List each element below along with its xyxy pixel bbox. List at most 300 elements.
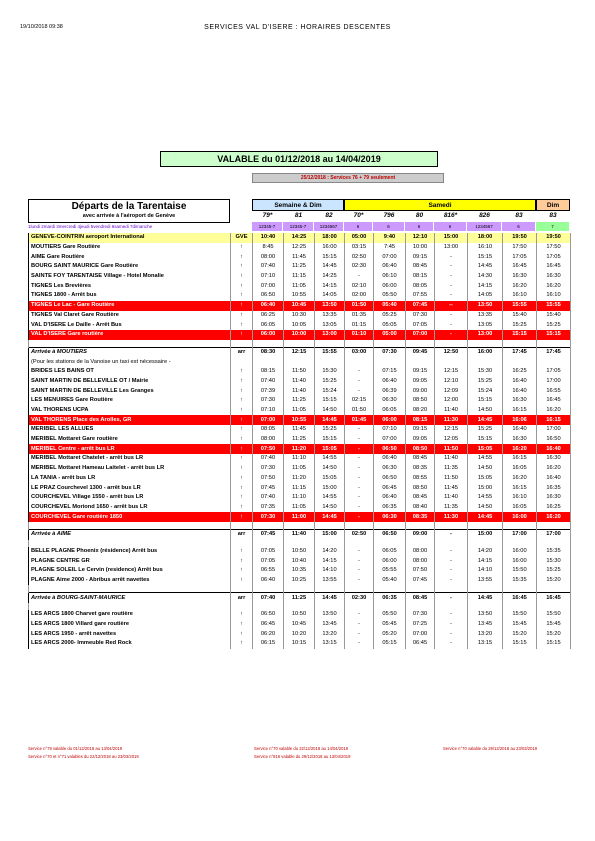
departure-time: 07:05 (253, 556, 284, 566)
departure-time: 17:00 (537, 529, 571, 539)
spacer-cell (435, 540, 468, 547)
table-row (29, 540, 571, 547)
departure-time: - (345, 639, 374, 649)
departure-time: 15:25 (503, 320, 537, 330)
departure-time: 11:10 (284, 493, 315, 503)
departure-time: 16:25 (537, 503, 571, 513)
departure-time: 15:00 (435, 233, 468, 243)
spacer-cell (374, 340, 406, 348)
departure-time: 12:15 (284, 347, 315, 357)
table-row (29, 435, 571, 445)
departure-time: 10:05 (284, 320, 315, 330)
departure-time: 16:00 (468, 347, 503, 357)
departure-time: - (345, 474, 374, 484)
departure-time: 06:40 (253, 576, 284, 586)
departure-time: - (345, 493, 374, 503)
departure-time: 14:45 (468, 593, 503, 603)
table-row (29, 454, 571, 464)
departure-time: - (435, 320, 468, 330)
departure-time: 16:05 (503, 503, 537, 513)
spacer-cell (435, 522, 468, 530)
direction-mark: ↑ (231, 576, 253, 586)
table-row (29, 503, 571, 513)
departure-time: 01:45 (345, 415, 374, 425)
spacer-cell (468, 522, 503, 530)
departure-time: 11:05 (284, 503, 315, 513)
departure-time: - (435, 556, 468, 566)
departure-time: - (345, 483, 374, 493)
departure-time: 08:00 (406, 547, 435, 557)
departure-time: 11:45 (284, 252, 315, 262)
departure-time: 15:25 (468, 425, 503, 435)
service-number: 79* (262, 212, 273, 219)
spacer-cell (374, 585, 406, 593)
departure-time: 10:35 (284, 566, 315, 576)
departure-time: 10:25 (284, 576, 315, 586)
departure-time: 15:00 (315, 483, 345, 493)
departure-time: 14:15 (315, 281, 345, 291)
departure-time: 14:45 (315, 512, 345, 522)
spacer-cell (284, 340, 315, 348)
departure-time: 11:05 (284, 464, 315, 474)
departure-time: 06:00 (374, 556, 406, 566)
departure-time: - (345, 547, 374, 557)
spacer-cell (468, 603, 503, 610)
departure-time: 15:15 (468, 435, 503, 445)
stop-name: BRIDES LES BAINS OT (29, 367, 231, 377)
departure-time: 12:10 (435, 377, 468, 387)
direction-mark: ↑ (231, 386, 253, 396)
departure-time: 10:55 (284, 291, 315, 301)
stop-name: MERIBEL Mottaret Gare routière (29, 435, 231, 445)
departure-time: 14:25 (315, 272, 345, 282)
validity-banner: VALABLE du 01/12/2018 au 14/04/2019 (160, 151, 438, 167)
departure-time: 07:30 (253, 464, 284, 474)
departure-time: - (435, 529, 468, 539)
departure-time: 13:45 (315, 620, 345, 630)
departure-time: 15:40 (537, 311, 571, 321)
spacer-cell (253, 540, 284, 547)
departure-time: 15:15 (315, 396, 345, 406)
departure-time: 15:25 (537, 320, 571, 330)
departure-time: 16:15 (503, 454, 537, 464)
departure-time: 08:00 (253, 435, 284, 445)
departure-time: 10:40 (253, 233, 284, 243)
stop-name: LE PRAZ Courchevel 1300 - arrêt bus LR (29, 483, 231, 493)
direction-mark: ↑ (231, 252, 253, 262)
service-number: 816* (443, 212, 458, 219)
service-number: 70* (353, 212, 364, 219)
departure-time: 16:25 (503, 367, 537, 377)
departure-time: 15:55 (315, 347, 345, 357)
departure-time: 15:15 (537, 330, 571, 340)
departure-time: 15:24 (468, 386, 503, 396)
table-row (29, 357, 571, 367)
departure-time: - (345, 377, 374, 387)
spacer-cell (468, 340, 503, 348)
departure-time: 01:10 (345, 330, 374, 340)
departure-time: 11:50 (284, 367, 315, 377)
direction-mark: ↑ (231, 243, 253, 253)
departure-time: 15:50 (537, 610, 571, 620)
departure-time: 15:35 (537, 547, 571, 557)
departure-time: 13:20 (315, 629, 345, 639)
departure-time: 16:40 (537, 474, 571, 484)
departure-time: 10:00 (284, 330, 315, 340)
departure-time: 06:55 (253, 566, 284, 576)
departure-time: 07:45 (253, 483, 284, 493)
departure-time: 06:30 (374, 396, 406, 406)
stop-name: Arrivée à BOURG-SAINT-MAURICE (29, 593, 231, 603)
spacer-cell (503, 585, 537, 593)
departure-time: 13:05 (468, 320, 503, 330)
direction-mark: ↑ (231, 367, 253, 377)
service-number: 83 (549, 212, 557, 219)
christmas-notice: 25/12/2018 : Services 76 + 79 seulement (252, 173, 444, 183)
spacer-cell (374, 603, 406, 610)
spacer-cell (284, 603, 315, 610)
day-code: 6 (344, 222, 372, 231)
stop-name: COURCHEVEL Moriond 1650 - arrêt bus LR (29, 503, 231, 513)
direction-mark: ↑ (231, 320, 253, 330)
table-row (29, 444, 571, 454)
direction-mark: ↑ (231, 272, 253, 282)
departure-time: 08:45 (406, 493, 435, 503)
departure-time: 11:00 (284, 512, 315, 522)
table-row (29, 291, 571, 301)
departure-time: 7:45 (374, 243, 406, 253)
departure-time: 16:05 (503, 464, 537, 474)
departure-time: - (435, 610, 468, 620)
spacer-cell (231, 522, 253, 530)
table-row (29, 377, 571, 387)
departure-time: 16:45 (503, 593, 537, 603)
departure-time: 18:00 (468, 233, 503, 243)
departure-time: 15:50 (503, 610, 537, 620)
departure-time: 13:55 (315, 576, 345, 586)
departure-time: 16:00 (503, 547, 537, 557)
table-row (29, 610, 571, 620)
spacer-cell (406, 603, 435, 610)
departure-time: - (435, 639, 468, 649)
departure-time: 11:20 (284, 444, 315, 454)
departure-time: 03:00 (345, 347, 374, 357)
stop-name: LA TANIA - arrêt bus LR (29, 474, 231, 484)
departure-time: 13:20 (468, 629, 503, 639)
departure-time: 14:15 (468, 556, 503, 566)
table-row (29, 529, 571, 539)
departure-time: 08:45 (406, 262, 435, 272)
direction-mark: ↑ (231, 547, 253, 557)
departure-time: 15:15 (315, 252, 345, 262)
direction-mark: ↑ (231, 435, 253, 445)
departure-time: 13:35 (468, 311, 503, 321)
departure-time: 06:50 (374, 529, 406, 539)
departure-time (537, 357, 571, 367)
spacer-cell (315, 340, 345, 348)
departure-time: 06:05 (374, 406, 406, 416)
days-legend: 1lundi 2mardi 3mercredi 4jeudi 5vendredi 6samedi 7dimanche (28, 224, 153, 229)
departure-time: - (345, 503, 374, 513)
direction-mark: ↑ (231, 454, 253, 464)
departure-time: 14:50 (468, 503, 503, 513)
spacer-cell (406, 585, 435, 593)
departure-time: 07:00 (253, 281, 284, 291)
spacer-cell (374, 522, 406, 530)
departure-time: 15:25 (468, 377, 503, 387)
departure-time: 14:45 (468, 262, 503, 272)
departure-time: 07:00 (406, 629, 435, 639)
departure-time: 14:10 (315, 566, 345, 576)
spacer-cell (315, 585, 345, 593)
footnote-3: Service n°70 valable du 29/12/2018 au 23/03/2019 (443, 746, 538, 751)
departure-time: 16:15 (503, 406, 537, 416)
spacer-cell (29, 603, 231, 610)
departure-time: 14:50 (468, 464, 503, 474)
spacer-cell (537, 340, 571, 348)
departure-time: 06:50 (253, 610, 284, 620)
departure-time: 11:40 (284, 529, 315, 539)
departure-time: 11:40 (435, 406, 468, 416)
departure-time: 02:50 (345, 529, 374, 539)
direction-mark: ↑ (231, 620, 253, 630)
departure-time: 15:05 (315, 474, 345, 484)
spacer-cell (345, 522, 374, 530)
spacer-cell (537, 585, 571, 593)
departure-time: 07:45 (406, 301, 435, 311)
departure-time: 06:40 (374, 493, 406, 503)
direction-mark: arr (231, 593, 253, 603)
departure-time: 10:30 (284, 311, 315, 321)
departure-time: -- (435, 301, 468, 311)
departure-time: 08:35 (406, 512, 435, 522)
departure-time: 08:15 (253, 367, 284, 377)
departure-time: 09:15 (406, 252, 435, 262)
service-number: 796 (383, 212, 395, 219)
departure-time: 15:50 (503, 566, 537, 576)
departure-time: 08:45 (406, 454, 435, 464)
departure-time: 17:05 (503, 252, 537, 262)
departure-time: 13:15 (468, 639, 503, 649)
departure-time: 15:30 (315, 367, 345, 377)
departure-time: 14:55 (315, 493, 345, 503)
group-weekday-sunday: Semaine & Dim (252, 199, 344, 211)
departure-time: 15:15 (468, 396, 503, 406)
departure-time: 07:10 (374, 425, 406, 435)
direction-mark: ↑ (231, 330, 253, 340)
departure-time: 11:50 (435, 474, 468, 484)
spacer-cell (253, 585, 284, 593)
departure-time: 16:45 (537, 593, 571, 603)
spacer-cell (253, 603, 284, 610)
stop-name: GENEVE-COINTRIN aeroport International (29, 233, 231, 243)
departure-time: 06:25 (253, 311, 284, 321)
departure-time: - (435, 330, 468, 340)
departure-time: 17:05 (537, 367, 571, 377)
spacer-cell (345, 585, 374, 593)
table-row (29, 262, 571, 272)
departure-time: 08:40 (406, 503, 435, 513)
departure-time: 16:45 (537, 396, 571, 406)
departure-time: 16:55 (537, 386, 571, 396)
day-code: 1234567 (467, 222, 501, 231)
departure-time: 15:15 (315, 435, 345, 445)
departure-time: - (435, 547, 468, 557)
departure-time: 11:40 (435, 454, 468, 464)
departure-time (435, 357, 468, 367)
table-row (29, 425, 571, 435)
departure-time: 09:15 (406, 367, 435, 377)
stop-name: VAL THORENS UCPA (29, 406, 231, 416)
departure-time: 08:15 (406, 415, 435, 425)
departure-time: 17:50 (503, 243, 537, 253)
departure-time: 10:50 (284, 610, 315, 620)
departure-time: 15:20 (537, 576, 571, 586)
departure-time: 12:50 (435, 347, 468, 357)
departure-time: 03:15 (345, 243, 374, 253)
departure-time: 08:50 (406, 396, 435, 406)
departure-time: 05:15 (374, 639, 406, 649)
departure-time: 13:55 (468, 576, 503, 586)
timetable (28, 233, 571, 649)
departure-time: - (435, 281, 468, 291)
departure-time: 16:15 (537, 415, 571, 425)
departure-time: 05:05 (374, 320, 406, 330)
departure-time: 13:50 (315, 301, 345, 311)
departure-time: 13:50 (315, 610, 345, 620)
direction-mark: ↑ (231, 503, 253, 513)
table-row (29, 566, 571, 576)
departure-time: 14:45 (315, 415, 345, 425)
departure-time: - (345, 272, 374, 282)
departure-time: 07:30 (406, 610, 435, 620)
departure-time: 14:05 (468, 291, 503, 301)
departure-time: 08:00 (406, 556, 435, 566)
spacer-cell (29, 585, 231, 593)
spacer-cell (315, 522, 345, 530)
departure-time: 19:50 (503, 233, 537, 243)
departure-time: 14:45 (315, 262, 345, 272)
departure-time: 10:45 (284, 620, 315, 630)
departure-time: - (435, 593, 468, 603)
departure-time: 02:10 (345, 281, 374, 291)
departure-time: 14:50 (315, 503, 345, 513)
departure-time: 07:00 (374, 435, 406, 445)
departure-time: 07:39 (253, 386, 284, 396)
departure-time: 16:20 (503, 444, 537, 454)
service-number: 83 (515, 212, 523, 219)
departure-time: 07:40 (253, 377, 284, 387)
departure-time: 16:45 (503, 262, 537, 272)
table-row (29, 340, 571, 348)
table-row (29, 320, 571, 330)
departure-time: 10:00 (406, 243, 435, 253)
table-row (29, 415, 571, 425)
table-row (29, 547, 571, 557)
departure-time: 13:15 (315, 639, 345, 649)
direction-mark: ↑ (231, 566, 253, 576)
departure-time: 17:00 (537, 425, 571, 435)
departure-time: 15:20 (503, 629, 537, 639)
spacer-cell (435, 340, 468, 348)
departure-time: 11:35 (435, 503, 468, 513)
spacer-cell (253, 340, 284, 348)
table-row (29, 512, 571, 522)
departure-time: 08:05 (253, 425, 284, 435)
departure-time: 12:00 (435, 396, 468, 406)
departure-time: 15:20 (537, 629, 571, 639)
departure-time: 10:40 (284, 556, 315, 566)
departure-time: 18:00 (315, 233, 345, 243)
departure-time: 14:50 (315, 406, 345, 416)
departure-time: 11:30 (435, 512, 468, 522)
departure-time: 06:30 (374, 512, 406, 522)
departure-time: 17:45 (503, 347, 537, 357)
service-number: 80 (415, 212, 424, 219)
departure-time: 11:05 (284, 406, 315, 416)
stop-name: PLAGNE SOLEIL Le Cervin (residence) Arrêt bus (29, 566, 231, 576)
departure-time: 14:55 (468, 454, 503, 464)
departure-time: 16:30 (537, 493, 571, 503)
day-code: 6 (502, 222, 535, 231)
departure-time: 17:50 (537, 243, 571, 253)
direction-mark (231, 357, 253, 367)
departure-time: 16:30 (503, 272, 537, 282)
table-row (29, 639, 571, 649)
departure-time: 14:15 (468, 281, 503, 291)
departure-time: 07:45 (406, 576, 435, 586)
departure-time: - (435, 629, 468, 639)
day-code: 6 (373, 222, 404, 231)
departure-time (374, 357, 406, 367)
departure-time (503, 357, 537, 367)
direction-mark: ↑ (231, 629, 253, 639)
departure-time: 15:35 (503, 576, 537, 586)
departure-time: 15:25 (315, 425, 345, 435)
departure-time: 11:40 (284, 377, 315, 387)
departure-time: 06:50 (253, 291, 284, 301)
departure-time: 07:30 (253, 396, 284, 406)
direction-mark: ↑ (231, 262, 253, 272)
direction-mark: ↑ (231, 291, 253, 301)
direction-mark: ↑ (231, 311, 253, 321)
departure-time: 16:20 (503, 281, 537, 291)
spacer-cell (284, 522, 315, 530)
departure-time: 07:40 (253, 454, 284, 464)
spacer-cell (503, 603, 537, 610)
table-row (29, 522, 571, 530)
departure-time: 16:20 (503, 474, 537, 484)
departure-time: 06:20 (253, 629, 284, 639)
spacer-cell (503, 540, 537, 547)
departure-time: 07:40 (253, 493, 284, 503)
spacer-cell (537, 603, 571, 610)
departure-time: 10:55 (284, 415, 315, 425)
departure-time: 06:00 (374, 415, 406, 425)
departure-time: 09:00 (406, 529, 435, 539)
stop-name: LES ARCS 1800 Charvet gare routière (29, 610, 231, 620)
table-row (29, 311, 571, 321)
stop-name: BELLE PLAGNE Phoenix (résidence) Arrêt bus (29, 547, 231, 557)
table-row (29, 233, 571, 243)
table-title-box (28, 199, 230, 223)
departure-time: - (345, 556, 374, 566)
stop-name: TIGNES Le Lac - Gare Routière (29, 301, 231, 311)
departure-time: 11:25 (284, 435, 315, 445)
departure-time: 15:15 (537, 639, 571, 649)
direction-mark: ↑ (231, 610, 253, 620)
departure-time (253, 357, 284, 367)
